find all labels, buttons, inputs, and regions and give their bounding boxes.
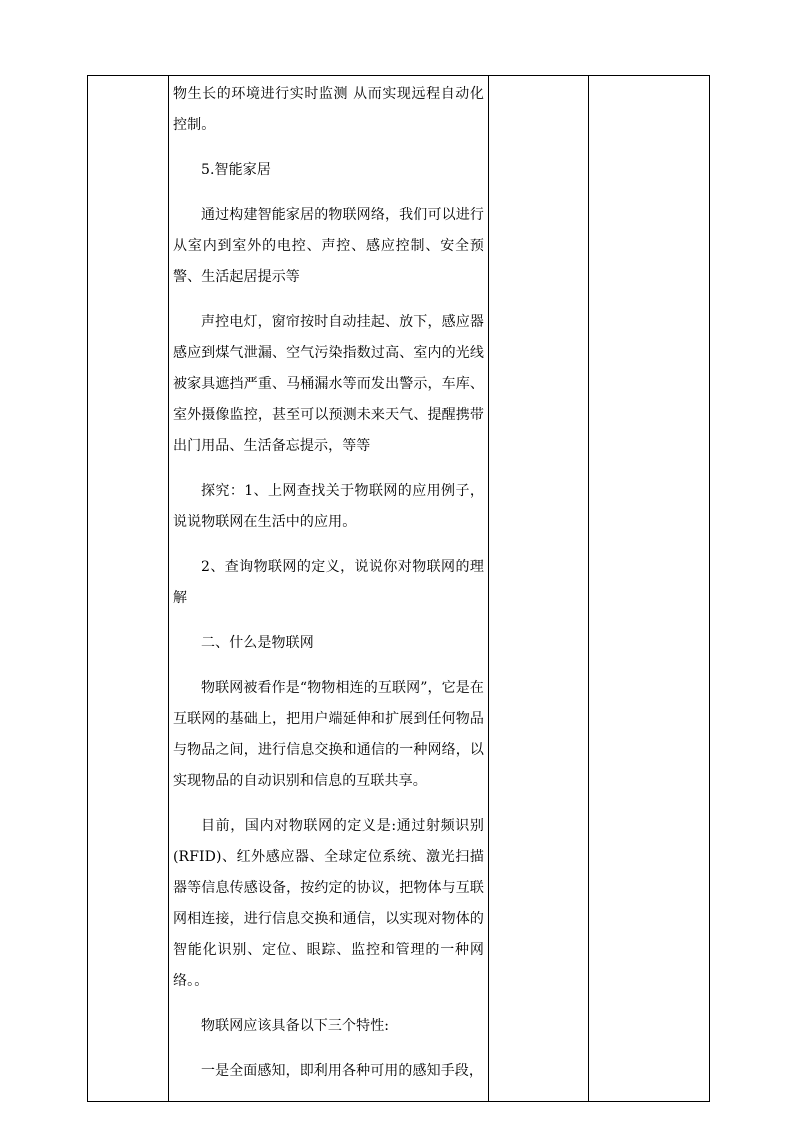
right-column-cell <box>589 76 710 1102</box>
table-row <box>88 76 710 1102</box>
paragraph: 声控电灯，窗帘按时自动挂起、放下，感应器感应到煤气泄漏、空气污染指数过高、室内的光线被家具遮挡严重、马桶漏水等而发出警示，车库、室外摄像监控，甚至可以预测未来天气、提醒携带出门用品、生活备忘提示，等等 <box>173 314 484 454</box>
left-column-cell <box>88 76 169 1102</box>
section-heading-what-is-iot: 二、什么是物联网 <box>201 635 314 651</box>
section-heading-smart-home: 5.智能家居 <box>201 162 271 178</box>
third-column-cell <box>489 76 589 1102</box>
paragraph: 物联网应该具备以下三个特性: <box>201 1018 390 1034</box>
lesson-plan-table <box>87 75 710 1102</box>
paragraph: 一是全面感知，即利用各种可用的感知手段， <box>201 1063 483 1079</box>
content-text-block <box>169 76 488 1101</box>
inquiry-task-1: 探究：1、上网查找关于物联网的应用例子，说说物联网在生活中的应用。 <box>173 483 484 530</box>
inquiry-task-2: 2、查询物联网的定义，说说你对物联网的理解 <box>173 559 484 606</box>
paragraph: 物生长的环境进行实时监测 从而实现远程自动化控制。 <box>173 86 484 133</box>
content-column-cell <box>169 76 489 1102</box>
paragraph: 目前，国内对物联网的定义是:通过射频识别(RFID)、红外感应器、全球定位系统、激光扫描器等信息传感设备，按约定的协议，把物体与互联网相连接，进行信息交换和通信，以实现对物体的智能化识别、定位、眼踪、监控和管理的一种网络。。 <box>173 818 484 989</box>
paragraph: 通过构建智能家居的物联网络，我们可以进行从室内到室外的电控、声控、感应控制、安全预警、生活起居提示等 <box>173 207 484 285</box>
paragraph: 物联网被看作是“物物相连的互联网”，它是在互联网的基础上，把用户端延伸和扩展到任何物品与物品之间，进行信息交换和通信的一种网络，以实现物品的自动识别和信息的互联共享。 <box>173 680 484 789</box>
